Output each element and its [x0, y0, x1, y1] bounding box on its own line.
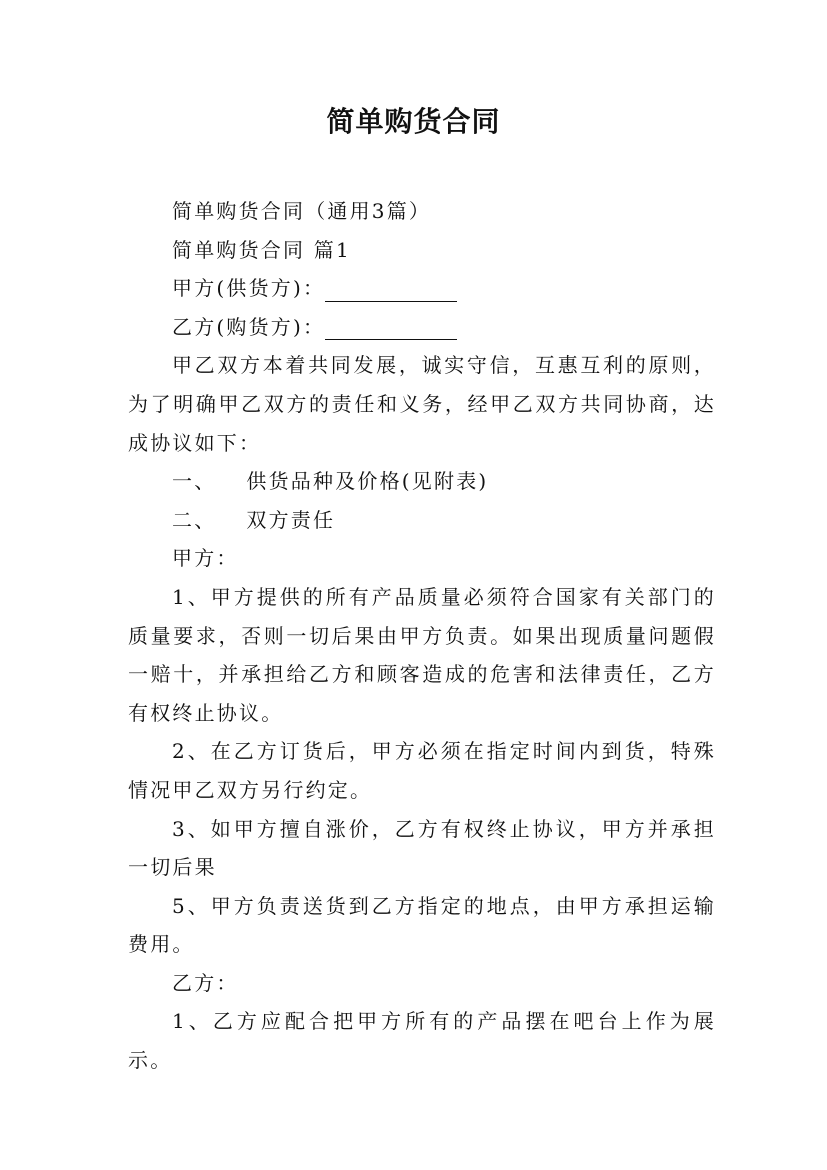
document-body: [128, 192, 716, 1080]
party-a-item-5: 5、甲方负责送货到乙方指定的地点，由甲方承担运输费用。: [128, 893, 716, 957]
section-1-text: 供货品种及价格(见附表): [246, 469, 489, 494]
section-2-text: 双方责任: [246, 507, 336, 532]
party-a-item-3: 3、如甲方擅自涨价，乙方有权终止协议，甲方并承担一切后果: [128, 816, 716, 880]
party-b-heading: 乙方：: [172, 970, 239, 995]
party-b-blank: [325, 315, 457, 340]
party-a-label: 甲方(供货方)：: [172, 276, 326, 301]
document-title: 简单购货合同: [326, 105, 501, 138]
party-a-line: [128, 269, 716, 308]
heading-part: 简单购货合同 篇1: [172, 237, 351, 262]
section-2: [128, 501, 716, 540]
section-2-number: 二、: [172, 507, 217, 532]
section-1: [128, 462, 716, 501]
party-b-label: 乙方(购货方)：: [172, 314, 326, 339]
party-a-item-2: 2、在乙方订货后，甲方必须在指定时间内到货，特殊情况甲乙双方另行约定。: [128, 739, 716, 802]
party-a-heading: 甲方：: [172, 546, 239, 571]
intro-paragraph: 甲乙双方本着共同发展，诚实守信，互惠互利的原则，为了明确甲乙双方的责任和义务，经甲乙双方共同协商，达成协议如下：: [128, 353, 716, 455]
party-a-item-1: 1、甲方提供的所有产品质量必须符合国家有关部门的质量要求，否则一切后果由甲方负责。如果出现质量问题假一赔十，并承担给乙方和顾客造成的危害和法律责任，乙方有权终止协议。: [128, 584, 716, 725]
party-b-item-1: 1、乙方应配合把甲方所有的产品摆在吧台上作为展示。: [128, 1009, 716, 1073]
party-b-line: [128, 308, 716, 347]
heading-all: 简单购货合同（通用3篇）: [172, 199, 432, 223]
party-a-blank: [325, 277, 457, 302]
section-1-number: 一、: [172, 469, 217, 494]
